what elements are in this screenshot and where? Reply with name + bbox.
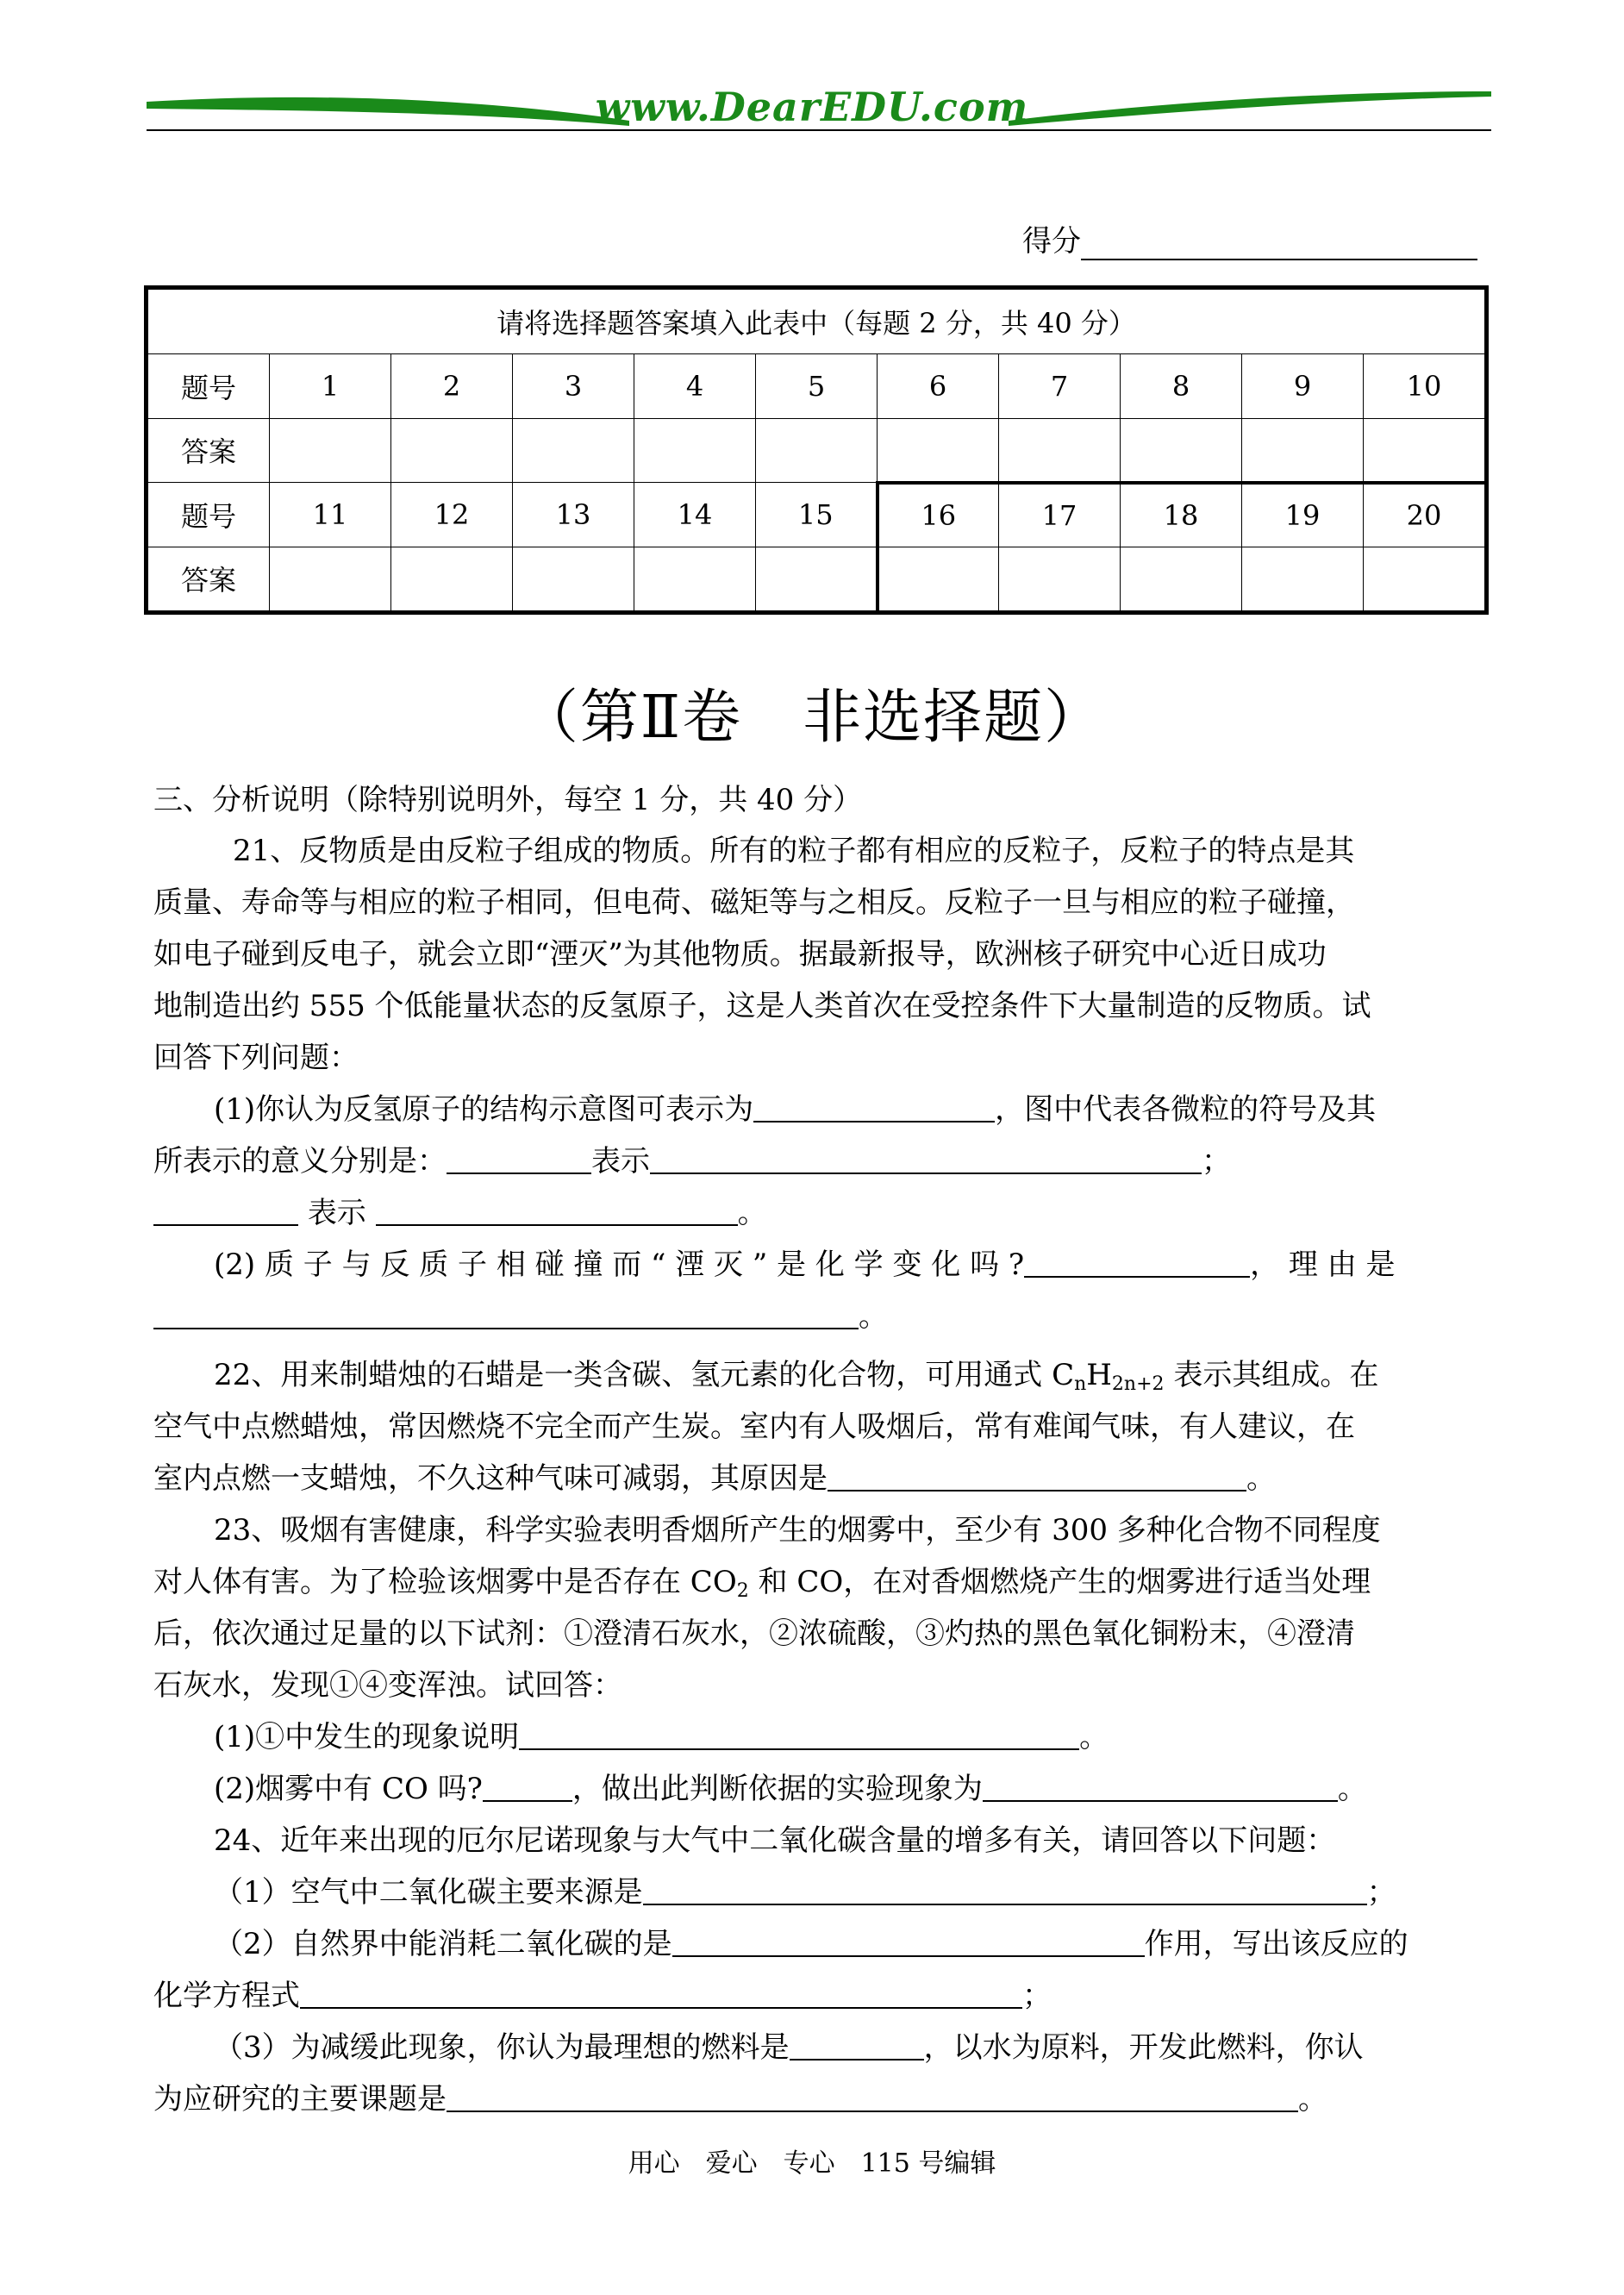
q23-text: 。 bbox=[1337, 1772, 1367, 1806]
answer-blank[interactable] bbox=[643, 1871, 1367, 1905]
q24-text: （2）自然界中能消耗二氧化碳的是 bbox=[214, 1927, 672, 1961]
formula-subscript: 2n+2 bbox=[1111, 1373, 1165, 1395]
answer-blank[interactable] bbox=[519, 1716, 1079, 1750]
q24-line1: 24、近年来出现的厄尔尼诺现象与大气中二氧化碳含量的增多有关，请回答以下问题： bbox=[214, 1823, 1336, 1858]
q24-text: ； bbox=[1022, 1979, 1052, 2013]
q21-line5: 回答下列问题： bbox=[153, 1041, 359, 1075]
q21-part2-cont bbox=[153, 1290, 888, 1343]
question-number: 20 bbox=[1364, 483, 1485, 547]
answer-blank[interactable] bbox=[650, 1140, 1202, 1174]
q23-text: 对人体有害。为了检验该烟雾中是否存在 CO bbox=[153, 1565, 737, 1599]
answer-cell[interactable] bbox=[1364, 418, 1485, 483]
answer-cell[interactable] bbox=[756, 418, 878, 483]
q21-line2: 质量、寿命等与相应的粒子相同，但电荷、磁矩等与之相反。反粒子一旦与相应的粒子碰撞， bbox=[153, 885, 1355, 920]
q22-text: 。 bbox=[1246, 1461, 1276, 1496]
answer-cell[interactable] bbox=[513, 547, 634, 611]
question-number: 11 bbox=[270, 483, 391, 547]
q21-part1 bbox=[214, 1083, 1376, 1136]
q24-part3-cont bbox=[153, 2073, 1327, 2126]
answer-blank[interactable] bbox=[376, 1191, 738, 1226]
answer-cell[interactable] bbox=[999, 418, 1121, 483]
q21-line1: 21、反物质是由反粒子组成的物质。所有的粒子都有相应的反粒子，反粒子的特点是其 bbox=[233, 834, 1355, 868]
row-label-answer: 答案 bbox=[148, 547, 270, 611]
q23-text: (1)①中发生的现象说明 bbox=[214, 1720, 520, 1754]
question-number: 10 bbox=[1364, 354, 1485, 419]
q22-text: 表示其组成。在 bbox=[1164, 1358, 1379, 1392]
section-title: （第Ⅱ卷 非选择题） bbox=[519, 684, 1105, 752]
q23-line1: 23、吸烟有害健康，科学实验表明香烟所产生的烟雾中，至少有 300 多种化合物不同程度 bbox=[214, 1513, 1381, 1548]
q21-p1-text: ； bbox=[1202, 1144, 1231, 1179]
q21-p1-text: 表示 bbox=[307, 1196, 366, 1230]
q21-p1-text: (1)你认为反氢原子的结构示意图可表示为 bbox=[214, 1092, 754, 1127]
q21-p2-text: (2) 质 子 与 反 质 子 相 碰 撞 而 “ 湮 灭 ” 是 化 学 变 化 吗 ? bbox=[214, 1248, 1025, 1282]
answer-blank[interactable] bbox=[483, 1767, 572, 1802]
row-label-number: 题号 bbox=[148, 354, 270, 419]
q24-text: 作用，写出该反应的 bbox=[1144, 1927, 1409, 1961]
answer-table bbox=[144, 285, 1489, 615]
question-number: 1 bbox=[270, 354, 391, 419]
answer-blank[interactable] bbox=[1024, 1243, 1250, 1278]
q21-part2 bbox=[214, 1238, 1396, 1291]
header-divider bbox=[147, 129, 1491, 131]
answer-cell[interactable] bbox=[391, 418, 513, 483]
q23-line4: 石灰水，发现①④变浑浊。试回答： bbox=[153, 1668, 622, 1703]
answer-cell[interactable] bbox=[1121, 418, 1242, 483]
q21-part1-cont2 bbox=[153, 1186, 767, 1240]
answer-cell[interactable] bbox=[513, 418, 634, 483]
q23-line3: 后，依次通过足量的以下试剂：①澄清石灰水，②浓硫酸，③灼热的黑色氧化铜粉末，④澄清 bbox=[153, 1617, 1355, 1651]
q23-text: ，做出此判断依据的实验现象为 bbox=[572, 1772, 983, 1806]
q21-p1-text: 。 bbox=[737, 1196, 767, 1230]
answer-cell[interactable] bbox=[1242, 547, 1364, 611]
answer-blank[interactable] bbox=[447, 2078, 1298, 2112]
q24-text: ； bbox=[1366, 1875, 1396, 1910]
q21-line4: 地制造出约 555 个低能量状态的反氢原子，这是人类首次在受控条件下大量制造的反物质。试 bbox=[153, 989, 1371, 1023]
question-number: 15 bbox=[756, 483, 878, 547]
q24-part3 bbox=[214, 2021, 1364, 2074]
answer-cell[interactable] bbox=[878, 418, 999, 483]
answer-blank[interactable] bbox=[790, 2026, 924, 2060]
q21-p1-text: 所表示的意义分别是： bbox=[153, 1144, 447, 1179]
q21-p2-text: 。 bbox=[859, 1299, 888, 1334]
q21-p1-text: ，图中代表各微粒的符号及其 bbox=[995, 1092, 1377, 1127]
answer-blank[interactable] bbox=[153, 1191, 298, 1226]
q23-text: (2)烟雾中有 CO 吗? bbox=[214, 1772, 483, 1806]
question-number: 17 bbox=[999, 483, 1121, 547]
q22-line2: 空气中点燃蜡烛，常因燃烧不完全而产生炭。室内有人吸烟后，常有难闻气味，有人建议，在 bbox=[153, 1410, 1355, 1444]
q22-line3 bbox=[153, 1452, 1276, 1505]
answer-blank[interactable] bbox=[447, 1140, 591, 1174]
answer-cell[interactable] bbox=[999, 547, 1121, 611]
question-number: 13 bbox=[513, 483, 634, 547]
question-number: 4 bbox=[634, 354, 756, 419]
q24-text: （1）空气中二氧化碳主要来源是 bbox=[214, 1875, 643, 1910]
question-number: 6 bbox=[878, 354, 999, 419]
q24-text: （3）为减缓此现象，你认为最理想的燃料是 bbox=[214, 2030, 790, 2065]
q21-part1-cont bbox=[153, 1135, 1231, 1188]
answer-cell[interactable] bbox=[634, 547, 756, 611]
q24-text: 化学方程式 bbox=[153, 1979, 300, 2013]
question-number: 7 bbox=[999, 354, 1121, 419]
q24-part1 bbox=[214, 1866, 1396, 1919]
answer-cell[interactable] bbox=[634, 418, 756, 483]
question-number: 19 bbox=[1242, 483, 1364, 547]
answer-blank[interactable] bbox=[300, 1974, 1022, 2009]
answer-blank[interactable] bbox=[672, 1923, 1145, 1957]
answer-cell[interactable] bbox=[270, 547, 391, 611]
question-number: 14 bbox=[634, 483, 756, 547]
question-number: 9 bbox=[1242, 354, 1364, 419]
formula-subscript: 2 bbox=[736, 1580, 749, 1602]
q23-text: 和 CO，在对香烟燃烧产生的烟雾进行适当处理 bbox=[748, 1565, 1371, 1599]
answer-cell[interactable] bbox=[391, 547, 513, 611]
question-number: 12 bbox=[391, 483, 513, 547]
score-field bbox=[1022, 222, 1477, 260]
score-blank[interactable] bbox=[1081, 229, 1477, 260]
answer-blank[interactable] bbox=[983, 1767, 1338, 1802]
q23-part1 bbox=[214, 1710, 1109, 1764]
answer-cell[interactable] bbox=[756, 547, 878, 611]
answer-cell[interactable] bbox=[878, 547, 999, 611]
question-number: 18 bbox=[1121, 483, 1242, 547]
answer-blank[interactable] bbox=[153, 1295, 859, 1329]
section-heading: 三、分析说明（除特别说明外，每空 1 分，共 40 分） bbox=[153, 783, 863, 817]
question-number: 16 bbox=[878, 483, 999, 547]
q24-part2 bbox=[214, 1917, 1409, 1971]
site-logo-text: www.DearEDU.com bbox=[595, 84, 1029, 130]
q22-text: 22、用来制蜡烛的石蜡是一类含碳、氢元素的化合物，可用通式 C bbox=[214, 1358, 1075, 1392]
q21-p1-text: 表示 bbox=[591, 1144, 650, 1179]
question-number: 3 bbox=[513, 354, 634, 419]
q21-p2-text: ， 理 由 是 bbox=[1250, 1248, 1396, 1282]
q24-text: 为应研究的主要课题是 bbox=[153, 2082, 447, 2117]
q23-part2 bbox=[214, 1762, 1367, 1816]
question-number: 2 bbox=[391, 354, 513, 419]
q24-text: ，以水为原料，开发此燃料，你认 bbox=[923, 2030, 1364, 2065]
question-number: 8 bbox=[1121, 354, 1242, 419]
answer-cell[interactable] bbox=[1242, 418, 1364, 483]
row-label-answer: 答案 bbox=[148, 418, 270, 483]
q22-text: H bbox=[1086, 1358, 1112, 1392]
q21-line3: 如电子碰到反电子，就会立即“湮灭”为其他物质。据最新报导，欧洲核子研究中心近日成功 bbox=[153, 937, 1327, 972]
q24-part2-cont bbox=[153, 1969, 1052, 2023]
answer-table-caption: 请将选择题答案填入此表中（每题 2 分，共 40 分） bbox=[148, 290, 1485, 354]
q22-text: 室内点燃一支蜡烛，不久这种气味可减弱，其原因是 bbox=[153, 1461, 828, 1496]
answer-cell[interactable] bbox=[270, 418, 391, 483]
answer-blank[interactable] bbox=[828, 1457, 1246, 1491]
row-label-number: 题号 bbox=[148, 483, 270, 547]
question-number: 5 bbox=[756, 354, 878, 419]
formula-subscript: n bbox=[1074, 1373, 1087, 1395]
answer-blank[interactable] bbox=[753, 1088, 995, 1122]
answer-cell[interactable] bbox=[1364, 547, 1485, 611]
q24-text: 。 bbox=[1298, 2082, 1327, 2117]
q23-text: 。 bbox=[1079, 1720, 1109, 1754]
page-footer: 用心 爱心 专心 115 号编辑 bbox=[628, 2148, 996, 2179]
score-label: 得分 bbox=[1022, 224, 1081, 259]
answer-cell[interactable] bbox=[1121, 547, 1242, 611]
